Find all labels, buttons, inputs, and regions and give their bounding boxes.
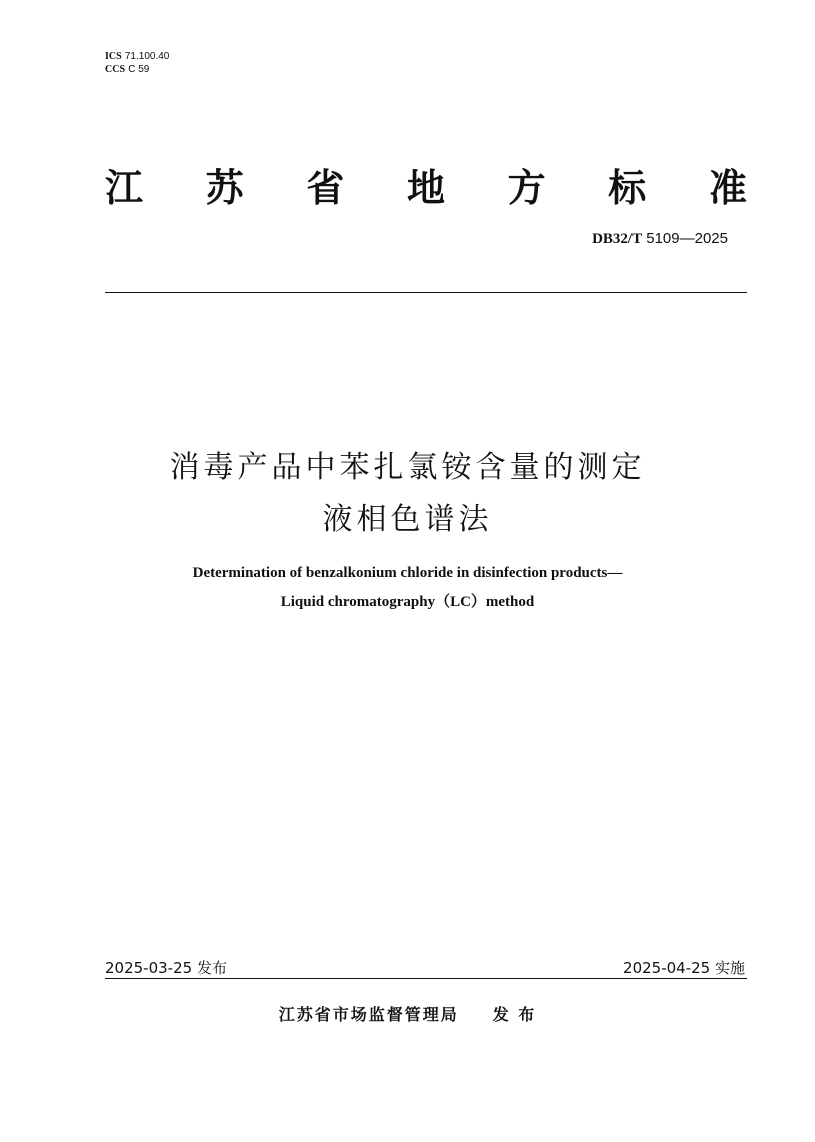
top-divider [105, 292, 747, 293]
standard-type-char: 江 [105, 165, 144, 210]
ccs-code [105, 63, 169, 76]
standard-type-char: 地 [406, 165, 445, 210]
standard-number-value: 5109—2025 [646, 230, 728, 247]
standard-type-char: 标 [608, 165, 647, 210]
title-cn-line1: 消毒产品中苯扎氯铵含量的测定 [169, 450, 646, 485]
standard-number-prefix: DB32/T [592, 231, 643, 247]
ics-value: 71.100.40 [124, 51, 170, 62]
publisher-action: 发 布 [492, 1005, 537, 1024]
standard-number [592, 230, 728, 248]
standard-type-char: 方 [507, 165, 546, 210]
standard-type-char: 准 [708, 165, 747, 210]
bottom-divider [105, 978, 747, 979]
publish-date: 2025-03-25 发布 [105, 959, 227, 977]
standard-type-char: 苏 [205, 165, 244, 210]
ics-code [105, 50, 169, 63]
ccs-label: CCS [105, 64, 126, 75]
title-en-line2: Liquid chromatography（LC）method [280, 594, 535, 610]
title-en-line1: Determination of benzalkonium chloride in disinfection products— [192, 565, 623, 581]
ics-label: ICS [105, 51, 122, 62]
standard-type-char: 省 [306, 165, 345, 210]
publisher-name: 江苏省市场监督管理局 [278, 1005, 459, 1024]
ccs-value: C 59 [128, 64, 150, 75]
title-cn-line2: 液相色谱法 [322, 502, 493, 537]
publisher-line [0, 1002, 815, 1025]
standard-type-heading [105, 156, 747, 212]
classification-codes [105, 50, 169, 76]
implement-date: 2025-04-25 实施 [623, 959, 745, 977]
